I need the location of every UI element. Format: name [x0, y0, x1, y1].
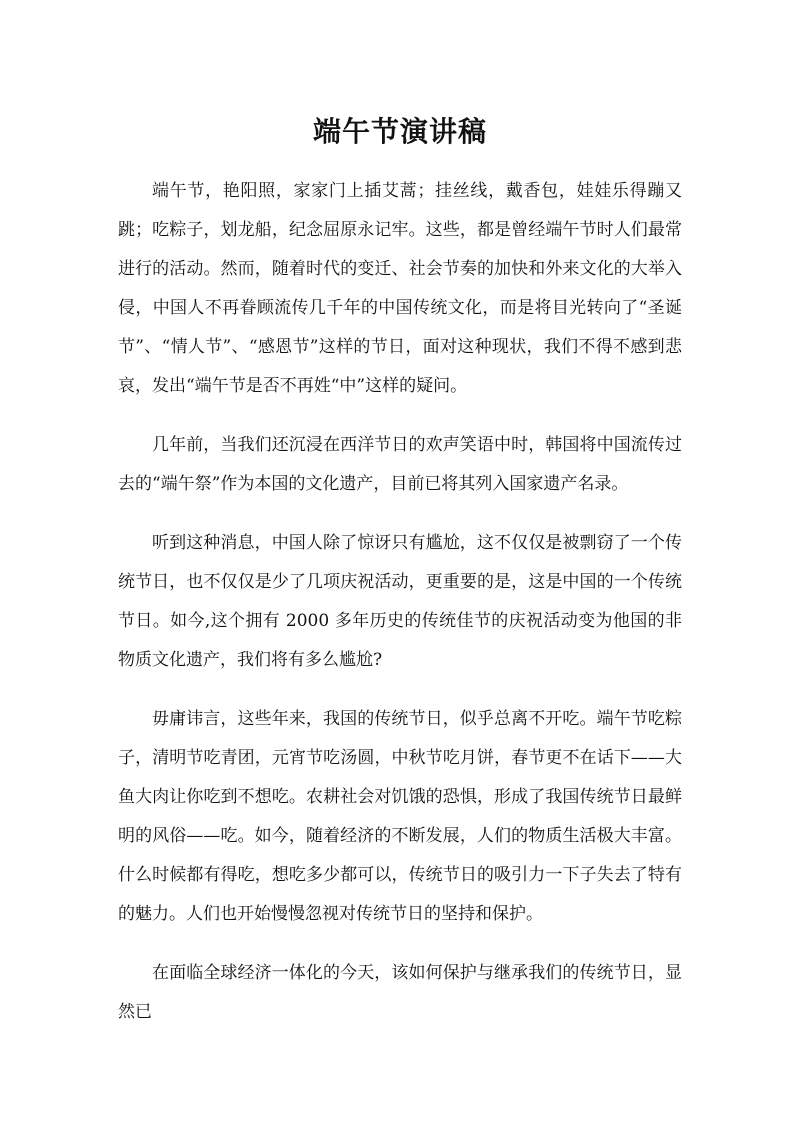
document-body	[118, 172, 682, 1052]
paragraph-5: 在面临全球经济一体化的今天，该如何保护与继承我们的传统节日，显然已	[118, 963, 682, 1022]
paragraph-1: 端午节，艳阳照，家家门上插艾蒿；挂丝线，戴香包，娃娃乐得蹦又跳；吃粽子，划龙船，纪念屈原永记牢。这些，都是曾经端午节时人们最常进行的活动。然而，随着时代的变迁、社会节奏的加快和外来文化的大举入侵，中国人不再眷顾流传几千年的中国传统文化，而是将目光转向了“圣诞节”、“情人节”、“感恩节”这样的节日，面对这种现状，我们不得不感到悲哀，发出“端午节是否不再姓“中”这样的疑问。	[118, 181, 682, 396]
paragraph-2: 几年前，当我们还沉浸在西洋节日的欢声笑语中时，韩国将中国流传过去的“端午祭”作为本国的文化遗产，目前已将其列入国家遗产名录。	[118, 435, 682, 494]
document-title: 端午节演讲稿	[312, 115, 487, 148]
paragraph-4: 毋庸讳言，这些年来，我国的传统节日，似乎总离不开吃。端午节吃粽子，清明节吃青团，元宵节吃汤圆，中秋节吃月饼，春节更不在话下——大鱼大肉让你吃到不想吃。农耕社会对饥饿的恐惧，形成了我国传统节日最鲜明的风俗——吃。如今，随着经济的不断发展，人们的物质生活极大丰富。什么时候都有得吃，想吃多少都可以，传统节日的吸引力一下子失去了特有的魅力。人们也开始慢慢忽视对传统节日的坚持和保护。	[118, 709, 682, 924]
paragraph-3: 听到这种消息，中国人除了惊讶只有尴尬，这不仅仅是被剽窃了一个传统节日，也不仅仅是少了几项庆祝活动，更重要的是，这是中国的一个传统节日。如今,这个拥有 2000 多年历史的传统佳节的庆祝活动变为他国的非物质文化遗产，我们将有多么尴尬?	[118, 533, 682, 670]
